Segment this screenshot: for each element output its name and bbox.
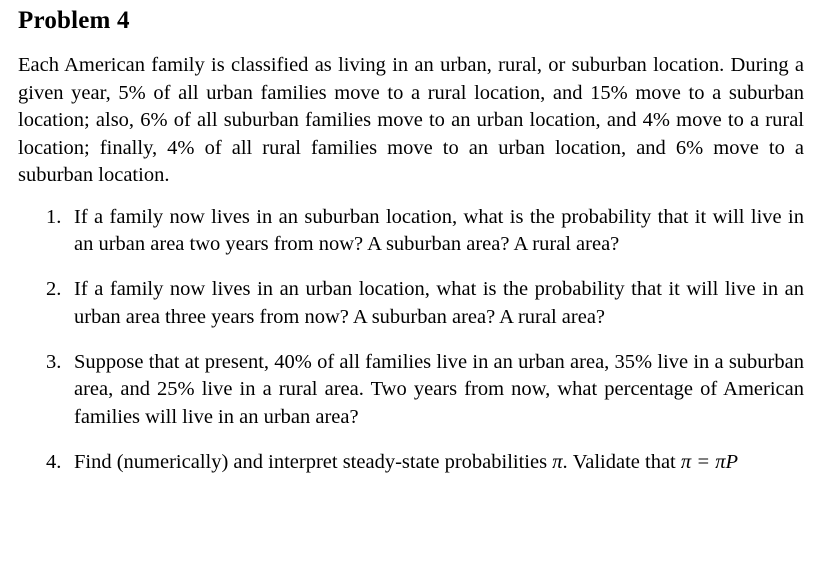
question-list — [18, 204, 804, 477]
question-item-2 — [18, 276, 804, 331]
question-item-3 — [18, 349, 804, 432]
problem-intro: Each American family is classified as living in an urban, rural, or suburban location. During a given year, 5% of all urban families move to a rural location, and 15% move to a suburban location; also, 6% of all suburban families move to an urban location, and 4% move to a rural location; finally, 4% of all rural families move to an urban location, and 6% move to a suburban location. — [18, 54, 804, 186]
question-text-4-part-1: Find (numerically) and interpret steady-state probabilities — [74, 450, 553, 473]
question-text-4-part-2: . Validate that — [562, 450, 681, 473]
question-number-1: 1. — [46, 205, 62, 228]
steady-state-equation: π = πP — [680, 450, 739, 473]
problem-title: Problem 4 — [18, 7, 130, 34]
question-number-3: 3. — [46, 350, 62, 373]
question-item-1 — [18, 204, 804, 259]
question-item-4 — [18, 449, 804, 477]
question-text-1: If a family now lives in an suburban location, what is the probability that it will live in an urban area two years from now? A suburban area? A rural area? — [74, 205, 804, 255]
question-number-2: 2. — [46, 278, 62, 300]
question-number-4: 4. — [46, 450, 62, 473]
question-text-2: If a family now lives in an urban location, what is the probability that it will live in an urban area three years from now? A suburban area? A rural area? — [74, 278, 804, 328]
question-text-3: Suppose that at present, 40% of all families live in an urban area, 35% live in a suburban area, and 25% live in a rural area. Two years from now, what percentage of American families will live in an urban area? — [74, 350, 804, 428]
pi-symbol: π — [552, 450, 563, 473]
